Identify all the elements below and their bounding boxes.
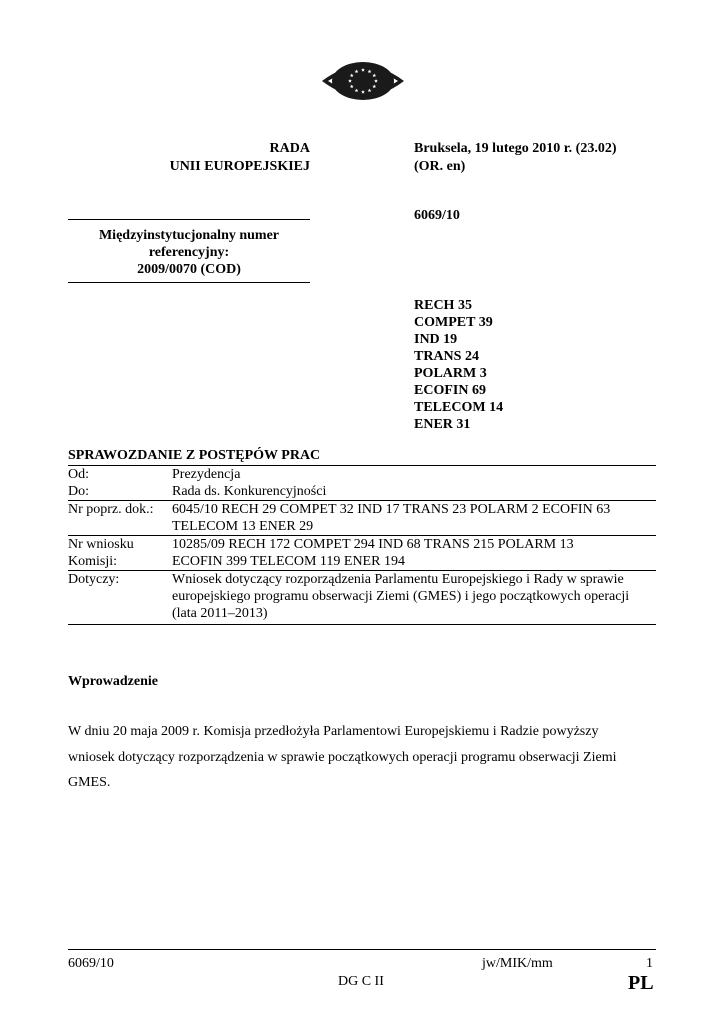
- table-row: [68, 501, 656, 536]
- row-label: Nr poprz. dok.:: [68, 501, 172, 536]
- council-logo: [318, 56, 408, 106]
- code-item: RECH 35: [414, 298, 472, 313]
- code-item: ECOFIN 69: [414, 383, 486, 398]
- org-line1: RADA: [269, 141, 310, 156]
- table-row: [68, 536, 656, 571]
- code-item: TELECOM 14: [414, 400, 504, 415]
- footer-initials: jw/MIK/mm: [482, 956, 553, 971]
- code-item: POLARM 3: [414, 366, 487, 381]
- para-line: wniosek dotyczący rozporządzenia w sprawie początkowych operacji programu obserwacji Ziemi: [68, 749, 617, 765]
- code-item: IND 19: [414, 332, 458, 347]
- top-rule: [68, 219, 310, 220]
- interinstitutional-reference: [68, 227, 310, 278]
- row-value: Rada ds. Konkurencyjności: [172, 484, 327, 499]
- interinst-line1: Międzyinstytucjonalny numer: [98, 228, 280, 243]
- row-value: Wniosek dotyczący rozporządzenia Parlamentu Europejskiego i Rady w sprawie europejskiego programu obserwacji Ziemi (GMES) i jego początkowych operacji (lata 2011–2013): [172, 571, 656, 625]
- row-label: Do:: [68, 484, 89, 499]
- report-metadata-table: [68, 465, 656, 625]
- row-label: Nr wniosku Komisji:: [68, 536, 172, 571]
- footer-doc-number: 6069/10: [68, 956, 114, 971]
- code-item: TRANS 24: [414, 349, 479, 364]
- document-number: 6069/10: [414, 208, 460, 223]
- code-item: COMPET 39: [414, 315, 493, 330]
- row-value: 10285/09 RECH 172 COMPET 294 IND 68 TRANS 215 POLARM 13 ECOFIN 399 TELECOM 119 ENER 194: [172, 536, 656, 571]
- section-heading: Wprowadzenie: [68, 674, 158, 689]
- bottom-rule: [68, 282, 310, 283]
- interinst-line3: 2009/0070 (COD): [137, 262, 241, 277]
- row-value: 6045/10 RECH 29 COMPET 32 IND 17 TRANS 23 POLARM 2 ECOFIN 63 TELECOM 13 ENER 29: [172, 501, 656, 536]
- footer-rule: [68, 949, 656, 950]
- table-row: [68, 483, 656, 501]
- para-line: W dniu 20 maja 2009 r. Komisja przedłożyła Parlamentowi Europejskiemu i Radzie powyższy: [68, 724, 599, 739]
- row-label: Od:: [68, 466, 172, 484]
- table-row: [68, 571, 656, 625]
- date-line: Bruksela, 19 lutego 2010 r. (23.02): [414, 141, 617, 156]
- row-label: Dotyczy:: [68, 571, 172, 625]
- row-value: Prezydencja: [172, 466, 656, 484]
- org-name: [68, 140, 310, 176]
- code-item: ENER 31: [414, 417, 471, 432]
- body-paragraph: [68, 719, 658, 796]
- interinst-line2: referencyjny:: [148, 245, 230, 260]
- date-block: [414, 140, 616, 176]
- subject-codes: [414, 297, 503, 433]
- report-title: SPRAWOZDANIE Z POSTĘPÓW PRAC: [68, 448, 321, 463]
- footer-page-number: 1: [646, 956, 653, 971]
- table-row: [68, 466, 656, 484]
- footer-dg: DG C II: [338, 974, 384, 989]
- original-language: (OR. en): [414, 159, 466, 174]
- org-line2: UNII EUROPEJSKIEJ: [169, 159, 310, 174]
- para-line: GMES.: [68, 775, 111, 790]
- footer-language: PL: [628, 972, 654, 994]
